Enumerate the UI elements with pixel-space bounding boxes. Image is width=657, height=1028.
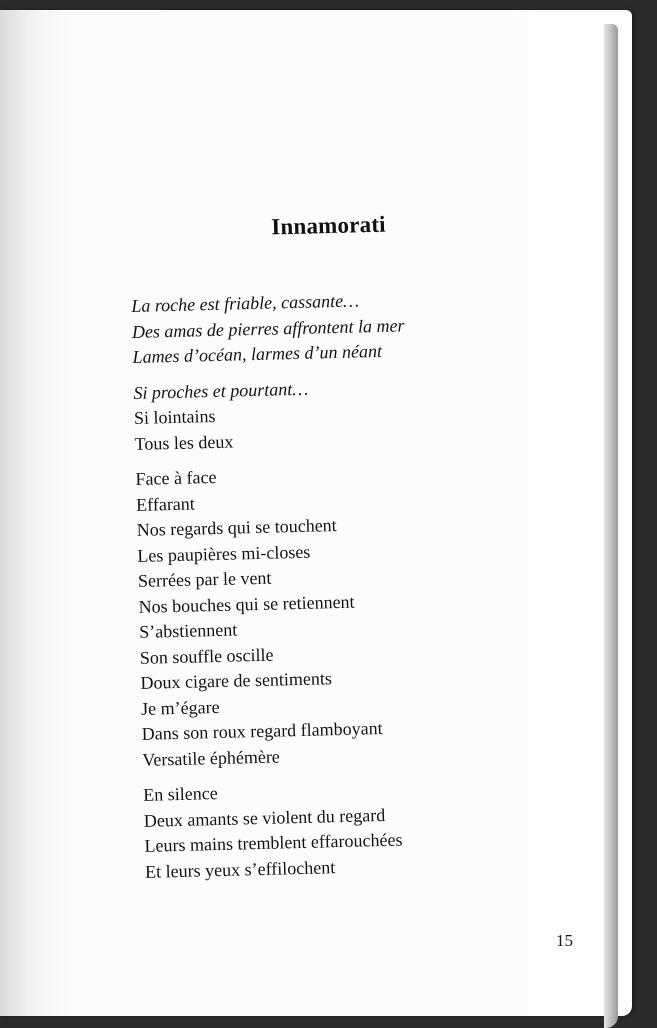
stanza-1: [131, 287, 405, 370]
poem-line: Versatile éphémère: [142, 746, 281, 770]
poem-line: En silence: [142, 783, 218, 805]
book-page: [0, 10, 632, 1016]
poem-line: Nos regards qui se touchent: [136, 515, 337, 540]
poem-title: Innamorati: [270, 211, 387, 240]
stanza-2: [133, 374, 407, 457]
poem-line: Les paupières mi-closes: [137, 541, 311, 566]
poem-body: [131, 287, 418, 894]
poem-line: Leurs mains tremblent effarouchées: [144, 829, 403, 856]
stanza-3: [135, 460, 415, 773]
poem-line: Lames d’océan, larmes d’un néant: [132, 340, 383, 367]
stanza-4: [143, 776, 418, 885]
poem-line: Nos bouches qui se retiennent: [138, 591, 355, 617]
poem-line: Face à face: [135, 466, 217, 489]
poem-line: Son souffle oscille: [139, 644, 274, 668]
poem-line: Dans son roux regard flamboyant: [141, 717, 383, 744]
poem-line: Je m’égare: [140, 696, 220, 719]
poem-line: Tous les deux: [134, 431, 234, 454]
poem-line: La roche est friable, cassante…: [131, 290, 360, 316]
poem-line: Et leurs yeux s’effilochent: [144, 856, 336, 882]
poem-line: Effarant: [135, 493, 196, 515]
poem-line: Si lointains: [133, 405, 216, 428]
poem-line: Des amas de pierres affrontent la mer: [131, 314, 405, 342]
page-number: 15: [556, 931, 573, 950]
poem-line: Si proches et pourtant…: [133, 378, 309, 403]
poem-line: Doux cigare de sentiments: [140, 668, 333, 693]
poem-line: Deux amants se violent du regard: [143, 804, 386, 831]
poem-line: S’abstiennent: [139, 619, 238, 642]
poem-line: Serrées par le vent: [137, 567, 272, 591]
page-edge: [604, 24, 618, 1028]
